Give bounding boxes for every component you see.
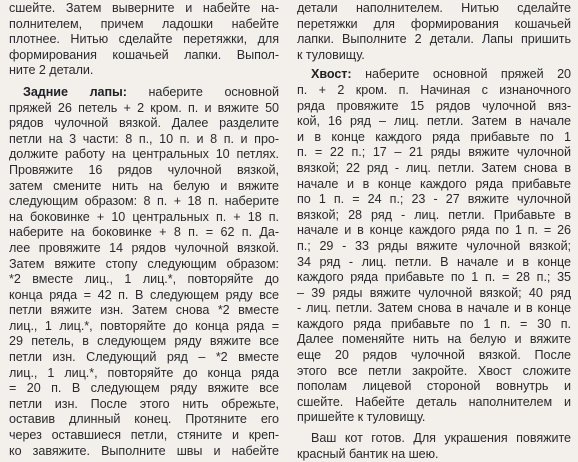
text-line: Затем вяжите стопу следующим образом: (9, 256, 279, 271)
text-line: ко завяжите. Выполните швы и набейте (9, 443, 279, 458)
text-line: на боковинке + 10 центральных п. + 18 п. (9, 209, 279, 224)
text-line: петли изн. После этого нить обрежьте, (9, 396, 279, 411)
text-line: петли на 3 части: 8 п., 10 п. и 8 п. и про- (9, 131, 279, 146)
text-line: п. = 22 п.; 17 – 21 ряды вяжите чулочной (297, 145, 571, 160)
text-line: вязкой; 28 ряд - лиц. петли. Прибавьте в (297, 207, 571, 222)
text-line: кой, 16 ряд – лиц. петли. Затем в начале (297, 114, 571, 129)
section-heading-hind-paws: Задние лапы: (23, 84, 127, 99)
text-line: рядов чулочной вязкой. Далее разделите (9, 116, 279, 131)
text-line: Далее поменяйте нить на белую и вяжите (297, 332, 571, 347)
text-line: Ваш кот готов. Для украшения повяжите (311, 431, 571, 446)
text-line: ряда провяжите 15 рядов чулочной вяз- (297, 98, 571, 113)
text-line (297, 67, 571, 83)
text-line: сшейте. Набейте деталь наполнителем и (297, 394, 571, 409)
text-line (9, 85, 279, 101)
text-line: - лиц. петли. Затем снова в начале и в конце (297, 301, 571, 316)
text-line: петли изн. Следующий ряд – *2 вместе (9, 350, 279, 365)
paragraph-hind-paws (9, 85, 279, 459)
paragraph-final (297, 431, 571, 462)
text-line: п. + 2 кром. п. Начиная с изнаночного (297, 82, 571, 97)
text-line: плотнее. Нитью сделайте перетяжки, для (9, 32, 279, 47)
text-line: начале и в конце каждого ряда по 1 п. = 26 (297, 223, 571, 238)
text-line: должите работу на центральных 10 петлях. (9, 147, 279, 162)
text-line: красный бантик на шею. (297, 446, 439, 461)
text-line: петли вяжите изн. Затем снова *2 вместе (9, 303, 279, 318)
text-fragment: наберите основной (126, 84, 280, 99)
text-line: п.; 29 - 33 ряды вяжите чулочной вязкой; (297, 238, 571, 253)
text-line: лапки. Выполните 2 детали. Лапы пришить (297, 32, 571, 47)
text-line: еще 20 рядов чулочной вязкой. После (297, 348, 571, 363)
text-line: лиц., 1 лиц.*, повторяйте до конца ряда (9, 365, 279, 380)
text-line: каждого ряда прибавьте по 1 п. = 30 п. (297, 316, 571, 331)
text-line: формирования кошачьей лапки. Выпол- (9, 47, 279, 62)
text-line: конца ряда = 42 п. В следующем ряду все (9, 287, 279, 302)
text-line: 34 ряд - лиц. петли. В начале и в конце (297, 254, 571, 269)
text-line: сшейте. Затем выверните и набейте на- (9, 1, 279, 15)
text-line: перетяжки для формирования кошачьей (297, 16, 571, 31)
text-line: оставив длинный конец. Протяните его (9, 412, 279, 427)
text-line: ните 2 детали. (9, 63, 94, 78)
text-line: пряжей 26 петель + 2 кром. п. и вяжите 50 (9, 100, 279, 115)
text-line: лиц., 1 лиц.*, повторяйте до конца ряда = (9, 318, 279, 333)
text-line: лее провяжите 14 рядов чулочной вязкой. (9, 240, 279, 255)
text-line: – 39 ряды вяжите чулочной вязкой; 40 ряд (297, 285, 571, 300)
paragraph-front-paws-end (9, 1, 279, 79)
text-line: через оставшиеся петли, стяните и креп- (9, 428, 279, 443)
section-heading-tail: Хвост: (311, 67, 352, 82)
text-line: = 20 п. В следующем ряду вяжите все (9, 381, 279, 396)
text-line: Провяжите 16 рядов чулочной вязкой, (9, 162, 279, 177)
text-line: затем смените нить на белую и вяжите (9, 178, 279, 193)
text-line: вязкой; 22 ряд - лиц. петли. Затем снова в (297, 160, 571, 175)
text-line: этого все петли закройте. Хвост сложите (297, 363, 571, 378)
text-line: пополам лицевой стороной вовнутрь и (297, 379, 571, 394)
text-fragment: наберите основной пряжей 20 (351, 67, 571, 82)
text-line: наберите на боковинке + 8 п. = 62 п. Да- (9, 225, 279, 240)
text-line: 29 петель, в следующем ряду вяжите все (9, 334, 279, 349)
text-line: по 1 п. = 24 п.; 23 - 27 вяжите чулочной (297, 192, 571, 207)
text-line: и в конце каждого ряда прибавьте по 1 (297, 129, 571, 144)
text-line: *2 вместе лиц., 1 лиц.*, повторяйте до (9, 272, 279, 287)
paragraph-tail (297, 67, 571, 426)
text-line: пришейте к туловищу. (297, 410, 426, 425)
text-line: начале и в конце каждого ряда прибавьте (297, 176, 571, 191)
text-line: полнителем, причем ладошки набейте (9, 16, 279, 31)
text-line: каждого ряда прибавьте по 1 п. = 28 п.; 35 (297, 270, 571, 285)
right-column (297, 1, 571, 462)
left-column (9, 1, 279, 459)
text-line: следующим образом: 8 п. + 18 п. наберите (9, 194, 279, 209)
paragraph-hind-paws-end (297, 1, 571, 63)
text-line: детали наполнителем. Нитью сделайте (297, 1, 571, 15)
text-line: к туловищу. (297, 47, 365, 62)
